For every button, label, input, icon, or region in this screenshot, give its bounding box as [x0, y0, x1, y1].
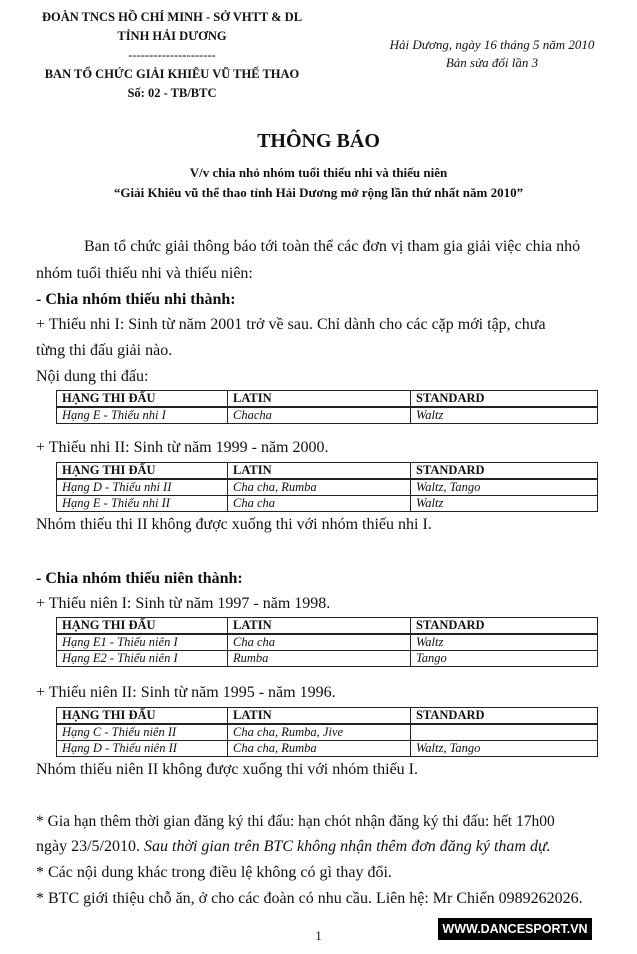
- note-extension-line-2: [36, 836, 608, 858]
- cell-standard: Waltz: [411, 496, 598, 512]
- table-children-2: [56, 462, 598, 512]
- header-standard: STANDARD: [411, 463, 598, 480]
- table-header-row: [57, 391, 598, 408]
- table-row: [57, 407, 598, 424]
- cell-latin: Cha cha: [228, 496, 411, 512]
- intro-paragraph: [36, 236, 608, 258]
- org-line-2: TỈNH HẢI DƯƠNG: [117, 29, 227, 43]
- header-latin: LATIN: [228, 708, 411, 725]
- header-rank: HẠNG THI ĐẤU: [57, 463, 228, 480]
- header-standard: STANDARD: [411, 618, 598, 635]
- table-row: [57, 634, 598, 651]
- cell-latin: Cha cha, Rumba, Jive: [228, 724, 411, 741]
- header-rank: HẠNG THI ĐẤU: [57, 708, 228, 725]
- header-rank: HẠNG THI ĐẤU: [57, 618, 228, 635]
- cell-standard: Tango: [411, 651, 598, 667]
- teens-2-note: Nhóm thiếu niên II không được xuống thi với nhóm thiếu I.: [36, 761, 418, 778]
- cell-rank: Hạng D - Thiếu niên II: [57, 741, 228, 757]
- section-teens-heading: - Chia nhóm thiếu niên thành:: [36, 570, 243, 587]
- cell-rank: Hạng D - Thiếu nhi II: [57, 479, 228, 496]
- cell-latin: Rumba: [228, 651, 411, 667]
- cell-latin: Chacha: [228, 407, 411, 424]
- cell-rank: Hạng E - Thiếu nhi I: [57, 407, 228, 424]
- cell-rank: Hạng C - Thiếu niên II: [57, 724, 228, 741]
- note-accommodation: * BTC giới thiệu chỗ ăn, ở cho các đoàn có nhu cầu. Liên hệ: Mr Chiến 0989262026.: [36, 890, 583, 907]
- intro-line-1: Ban tổ chức giải thông báo tới toàn thể các đơn vị tham gia giải việc chia nhỏ: [84, 238, 581, 255]
- dancesport-watermark-logo: WWW.DANCESPORT.VN: [438, 918, 592, 940]
- note-extension-italic: Sau thời gian trên BTC không nhận thêm đơn đăng ký tham dự.: [144, 838, 551, 855]
- header-standard: STANDARD: [411, 391, 598, 408]
- header-separator: ---------------------: [128, 48, 216, 62]
- table-children-1: [56, 390, 598, 424]
- cell-latin: Cha cha: [228, 634, 411, 651]
- children-2-note: Nhóm thiếu thi II không được xuống thi với nhóm thiếu nhi I.: [36, 516, 432, 533]
- header-latin: LATIN: [228, 463, 411, 480]
- intro-line-2: nhóm tuổi thiếu nhi và thiếu niên:: [36, 265, 253, 282]
- cell-latin: Cha cha, Rumba: [228, 741, 411, 757]
- children-1-desc-line-1: + Thiếu nhi I: Sinh từ năm 2001 trở về sau. Chỉ dành cho các cặp mới tập, chưa: [36, 316, 546, 333]
- committee-name: BAN TỔ CHỨC GIẢI KHIÊU VŨ THỂ THAO: [44, 67, 300, 81]
- teens-2-desc: + Thiếu niên II: Sinh từ năm 1995 - năm 1996.: [36, 684, 336, 701]
- document-title: THÔNG BÁO: [257, 130, 380, 152]
- header-rank: HẠNG THI ĐẤU: [57, 391, 228, 408]
- document-number: Số: 02 - TB/BTC: [127, 86, 217, 100]
- org-line-1: ĐOÀN TNCS HỒ CHÍ MINH - SỞ VHTT & DL: [41, 10, 303, 24]
- note-extension-deadline: ngày 23/5/2010.: [36, 838, 140, 855]
- cell-standard: Waltz, Tango: [411, 741, 598, 757]
- cell-standard: Waltz: [411, 634, 598, 651]
- document-subject: V/v chia nhỏ nhóm tuổi thiếu nhi và thiếu niên: [189, 165, 448, 180]
- cell-standard: Waltz, Tango: [411, 479, 598, 496]
- table-header-row: [57, 463, 598, 480]
- note-extension-line-1: * Gia hạn thêm thời gian đăng ký thi đấu: hạn chót nhận đăng ký thi đấu: hết 17h00: [36, 813, 555, 830]
- header-latin: LATIN: [228, 391, 411, 408]
- document-date: Hải Dương, ngày 16 tháng 5 năm 2010: [389, 37, 595, 52]
- cell-standard: Waltz: [411, 407, 598, 424]
- revision-note: Bản sửa đổi lần 3: [445, 55, 539, 70]
- cell-rank: Hạng E1 - Thiếu niên I: [57, 634, 228, 651]
- table-row: [57, 651, 598, 667]
- note-other-content: * Các nội dung khác trong điều lệ không có gì thay đổi.: [36, 864, 392, 881]
- children-2-desc: + Thiếu nhi II: Sinh từ năm 1999 - năm 2000.: [36, 439, 329, 456]
- children-1-desc-line-2: từng thi đấu giải nào.: [36, 342, 173, 359]
- header-latin: LATIN: [228, 618, 411, 635]
- table-header-row: [57, 708, 598, 725]
- cell-latin: Cha cha, Rumba: [228, 479, 411, 496]
- header-standard: STANDARD: [411, 708, 598, 725]
- section-children-heading: - Chia nhóm thiếu nhi thành:: [36, 291, 236, 308]
- table-row: [57, 479, 598, 496]
- table-teens-1: [56, 617, 598, 667]
- table-row: [57, 496, 598, 512]
- table-row: [57, 741, 598, 757]
- page-number: 1: [315, 928, 322, 943]
- cell-rank: Hạng E2 - Thiếu niên I: [57, 651, 228, 667]
- teens-1-desc: + Thiếu niên I: Sinh từ năm 1997 - năm 1998.: [36, 595, 331, 612]
- cell-standard: [411, 724, 598, 741]
- table-header-row: [57, 618, 598, 635]
- event-name: “Giải Khiêu vũ thể thao tỉnh Hải Dương mở rộng lần thứ nhất năm 2010”: [113, 185, 524, 200]
- table-row: [57, 724, 598, 741]
- organization-header: [12, 8, 332, 103]
- cell-rank: Hạng E - Thiếu nhi II: [57, 496, 228, 512]
- content-label: Nội dung thi đấu:: [36, 368, 149, 385]
- table-teens-2: [56, 707, 598, 757]
- date-block: [362, 36, 622, 72]
